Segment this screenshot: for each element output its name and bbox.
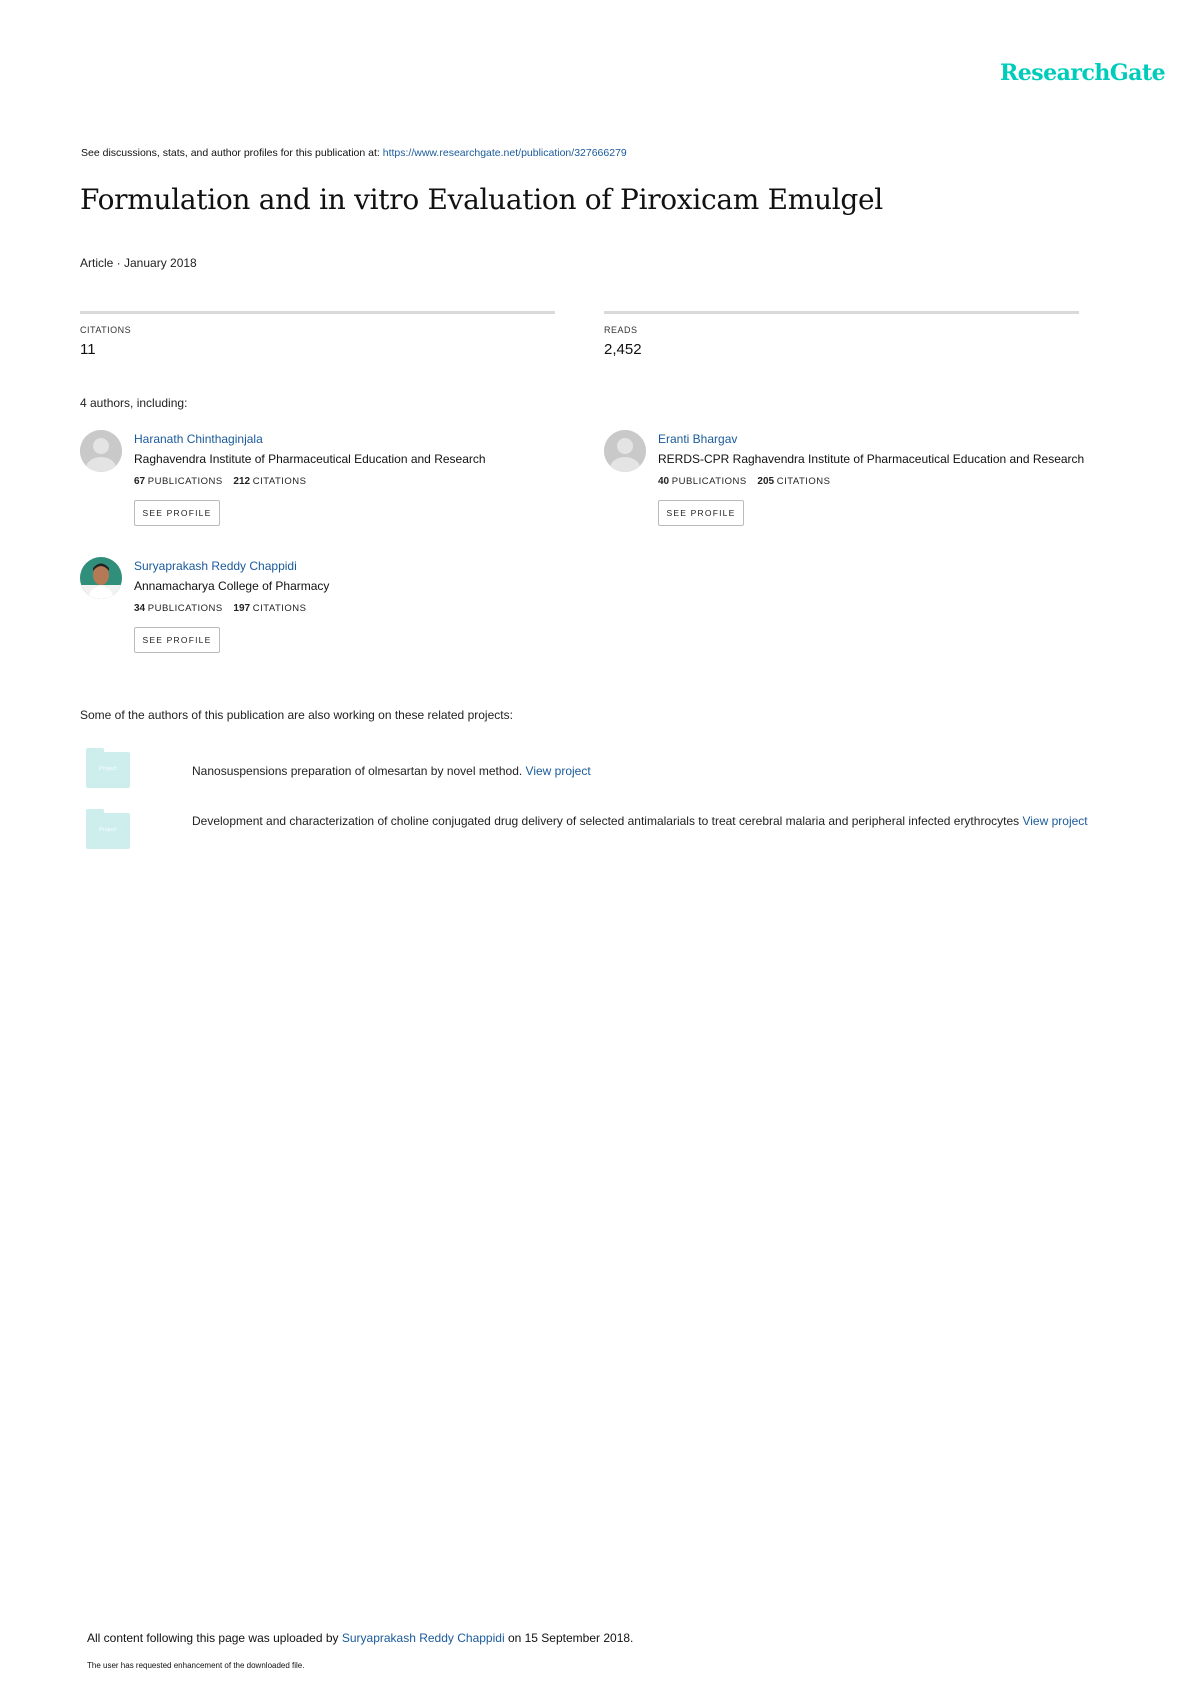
article-type-date: Article · January 2018: [80, 256, 197, 270]
author-citations-label: CITATIONS: [776, 476, 831, 487]
project-item: [192, 761, 1112, 782]
reads-label: READS: [604, 325, 638, 335]
author-publications-label: PUBLICATIONS: [147, 603, 223, 614]
author-institution: Raghavendra Institute of Pharmaceutical Education and Research: [134, 452, 486, 466]
author-citations-count: 197: [233, 603, 251, 614]
project-icon-label: Project: [99, 827, 117, 833]
see-profile-button[interactable]: SEE PROFILE: [658, 500, 744, 526]
discussion-text: See discussions, stats, and author profiles for this publication at:: [81, 147, 383, 159]
project-item: [192, 811, 1112, 832]
author-card: [80, 430, 600, 540]
project-folder-icon: [86, 752, 130, 788]
author-card: [80, 557, 600, 667]
see-profile-button[interactable]: SEE PROFILE: [134, 627, 220, 653]
author-institution: Annamacharya College of Pharmacy: [134, 579, 330, 593]
projects-heading: Some of the authors of this publication are also working on these related projects:: [80, 708, 513, 722]
upload-notice: [87, 1631, 633, 1645]
author-citations-label: CITATIONS: [252, 603, 307, 614]
default-avatar-icon[interactable]: [604, 430, 646, 472]
author-name-link[interactable]: Haranath Chinthaginjala: [134, 432, 263, 446]
author-citations-count: 205: [757, 476, 775, 487]
author-citations-count: 212: [233, 476, 251, 487]
enhancement-note: The user has requested enhancement of the downloaded file.: [87, 1661, 305, 1670]
project-description: Development and characterization of choline conjugated drug delivery of selected antimalarials to treat cerebral malaria and peripheral infected erythrocytes: [192, 814, 1023, 828]
researchgate-logo[interactable]: ResearchGate: [1000, 60, 1166, 86]
publication-title: Formulation and in vitro Evaluation of Piroxicam Emulgel: [80, 183, 883, 216]
photo-avatar-icon[interactable]: [80, 557, 122, 599]
author-publications-count: 34: [134, 603, 146, 614]
author-name-link[interactable]: Eranti Bhargav: [658, 432, 738, 446]
authors-heading: 4 authors, including:: [80, 396, 188, 410]
publication-link[interactable]: https://www.researchgate.net/publication/327666279: [382, 147, 627, 159]
author-stats: [134, 603, 314, 614]
view-project-link[interactable]: View project: [525, 764, 591, 778]
author-card: [604, 430, 1124, 540]
see-profile-button[interactable]: SEE PROFILE: [134, 500, 220, 526]
author-publications-label: PUBLICATIONS: [147, 476, 223, 487]
author-citations-label: CITATIONS: [252, 476, 307, 487]
project-folder-icon: [86, 813, 130, 849]
project-description: Nanosuspensions preparation of olmesartan by novel method.: [192, 764, 526, 778]
reads-value: 2,452: [604, 341, 642, 358]
upload-prefix: All content following this page was uploaded by: [87, 1631, 342, 1645]
discussion-line: [81, 147, 627, 159]
author-stats: [134, 476, 314, 487]
author-publications-count: 40: [658, 476, 670, 487]
reads-divider: [604, 311, 1079, 314]
project-icon-label: Project: [99, 766, 117, 772]
default-avatar-icon[interactable]: [80, 430, 122, 472]
author-publications-label: PUBLICATIONS: [671, 476, 747, 487]
author-stats: [658, 476, 838, 487]
author-institution: RERDS-CPR Raghavendra Institute of Pharmaceutical Education and Research: [658, 452, 1085, 466]
view-project-link[interactable]: View project: [1022, 814, 1088, 828]
author-publications-count: 67: [134, 476, 146, 487]
citations-divider: [80, 311, 555, 314]
uploader-link[interactable]: Suryaprakash Reddy Chappidi: [341, 1631, 505, 1645]
citations-label: CITATIONS: [80, 325, 132, 335]
upload-suffix: on 15 September 2018.: [504, 1631, 634, 1645]
citations-value: 11: [80, 341, 96, 358]
author-name-link[interactable]: Suryaprakash Reddy Chappidi: [134, 559, 297, 573]
